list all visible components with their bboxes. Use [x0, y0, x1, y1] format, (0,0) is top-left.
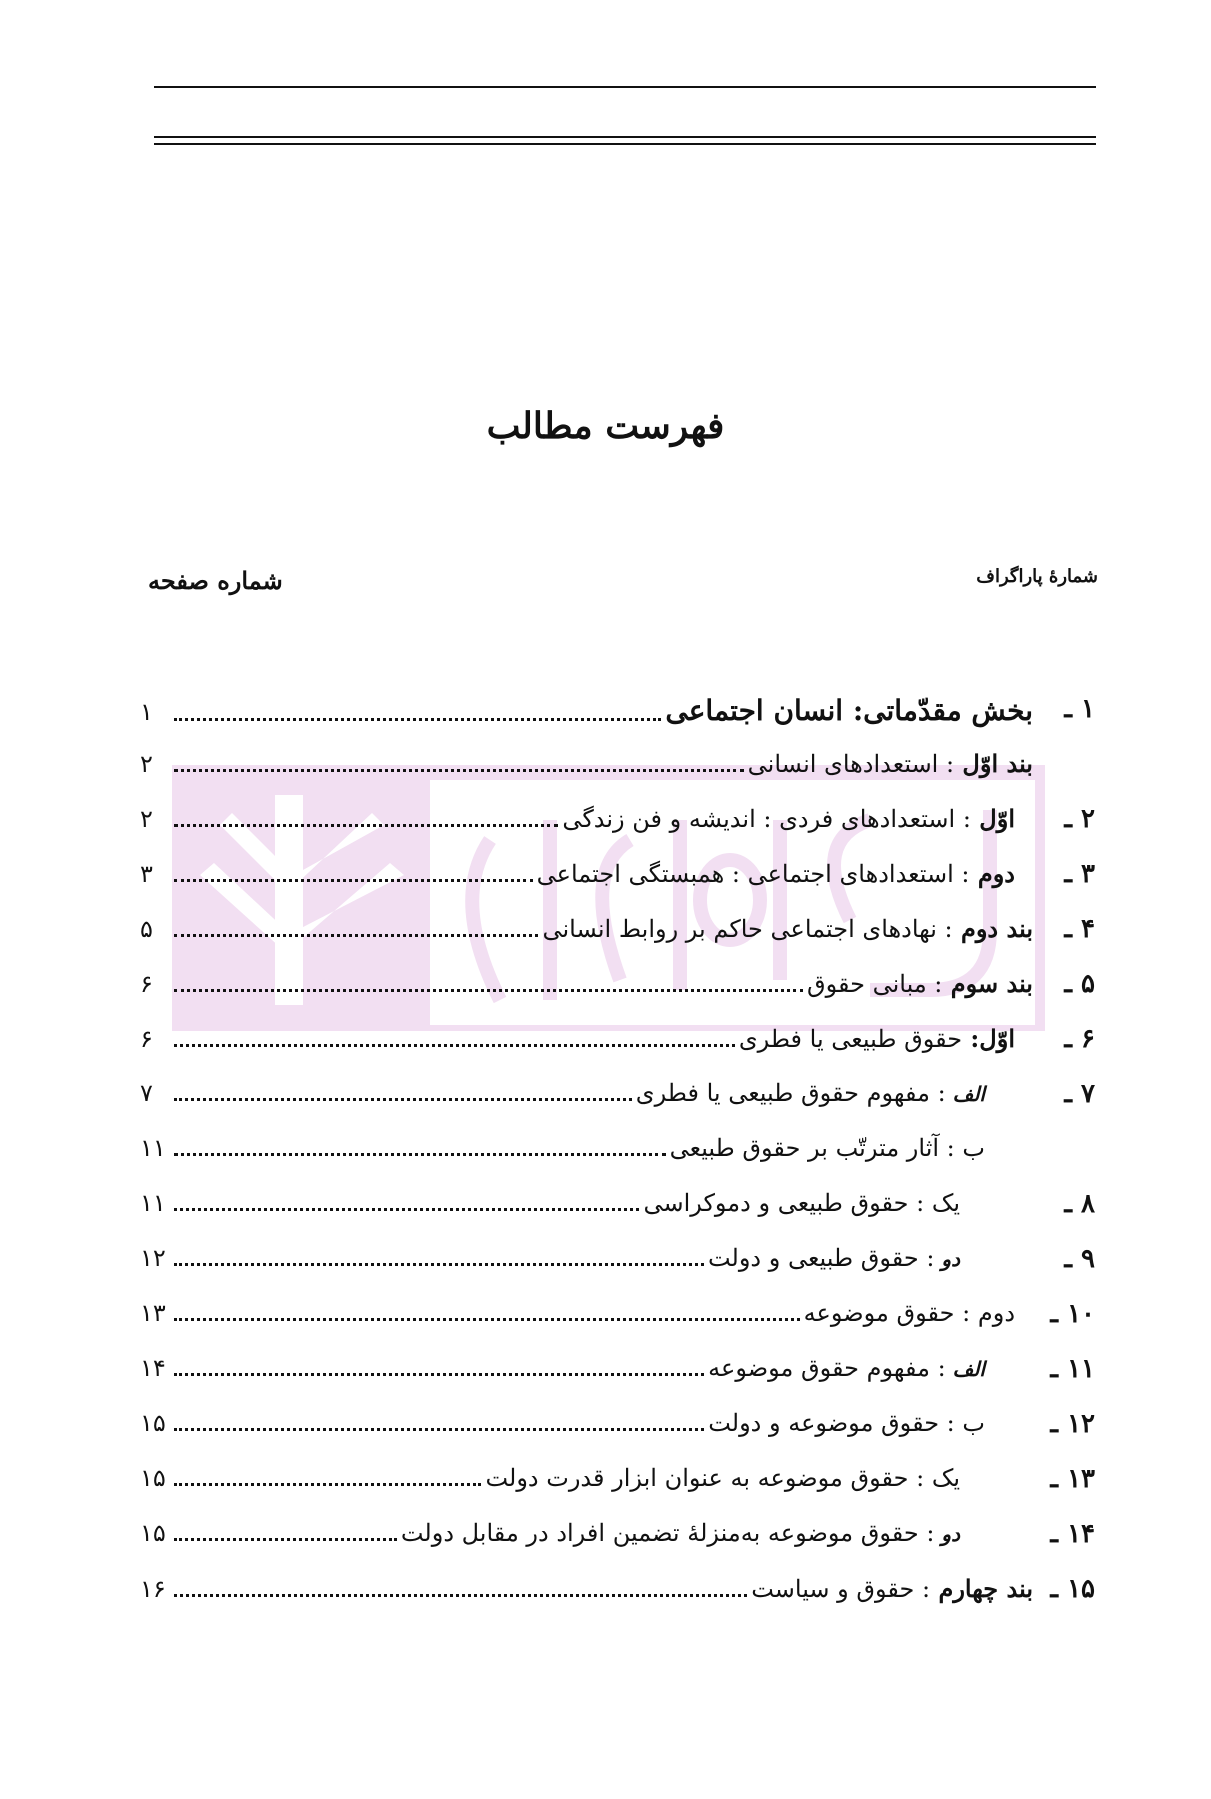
paragraph-number: ۱ ـ [1064, 694, 1095, 724]
dot-leader [174, 717, 661, 721]
entry-title [748, 749, 1033, 778]
paragraph-number: ۱۴ ـ [1050, 1519, 1095, 1549]
dot-leader [174, 1097, 632, 1101]
dot-leader [174, 768, 744, 772]
paragraph-number: ۶ ـ [1064, 1024, 1095, 1054]
toc-row[interactable] [140, 910, 1095, 965]
toc-entry [140, 1244, 960, 1272]
entry-text: : مفهوم حقوق موضوعه [708, 1354, 946, 1382]
toc-row[interactable] [140, 1570, 1095, 1625]
toc-row[interactable] [140, 800, 1095, 855]
paragraph-number: ۲ ـ [1064, 804, 1095, 834]
page-number: ۳ [140, 860, 153, 888]
page-number: ۱۱ [140, 1189, 166, 1217]
toc-entry [140, 804, 1015, 833]
paragraph-number-header: شمارهٔ پاراگراف [976, 566, 1098, 587]
entry-text: بخش مقدّماتی: انسان اجتماعی [665, 694, 1033, 727]
entry-title [537, 859, 1015, 888]
toc-row[interactable] [140, 855, 1095, 910]
page-number: ۱۲ [140, 1244, 166, 1272]
toc-row[interactable] [140, 1020, 1095, 1075]
dot-leader [174, 933, 538, 937]
dot-leader [174, 1043, 735, 1047]
dot-leader [174, 878, 533, 882]
paragraph-number: ۸ ـ [1064, 1189, 1095, 1219]
table-of-contents [140, 690, 1095, 1625]
entry-prefix: دوم [969, 859, 1015, 888]
double-rule-lower [154, 143, 1096, 145]
double-rule-upper [154, 136, 1096, 138]
paragraph-number: ۱۳ ـ [1050, 1464, 1095, 1494]
entry-text: : حقوق موضوعه به عنوان ابزار قدرت دولت [485, 1464, 925, 1492]
toc-entry [140, 749, 1033, 778]
page-title: فهرست مطالب [486, 405, 725, 447]
paragraph-number: ۹ ـ [1064, 1244, 1095, 1274]
entry-text: : مفهوم حقوق طبیعی یا فطری [635, 1079, 946, 1107]
toc-row[interactable] [140, 1075, 1095, 1130]
entry-text: : حقوق موضوعه و دولت [708, 1409, 955, 1437]
toc-entry [140, 694, 1033, 727]
toc-row[interactable] [140, 1515, 1095, 1570]
entry-text: : مبانی حقوق [806, 970, 943, 998]
page-number: ۱۶ [140, 1575, 166, 1603]
entry-prefix: اوّل [970, 804, 1015, 833]
entry-prefix: یک [924, 1464, 960, 1492]
page-number: ۲ [140, 750, 153, 778]
entry-prefix: ب [954, 1409, 985, 1437]
entry-prefix: الف [945, 1082, 985, 1106]
entry-prefix: بند سوم [942, 969, 1033, 998]
toc-row[interactable] [140, 745, 1095, 800]
entry-prefix: الف [945, 1357, 985, 1381]
entry-text: : حقوق و سیاست [751, 1575, 931, 1603]
paragraph-number: ۴ ـ [1064, 914, 1095, 944]
page-number: ۷ [140, 1079, 153, 1107]
entry-text: : حقوق موضوعه به‌منزلهٔ تضمین افراد در مقابل دولت [400, 1519, 935, 1547]
dot-leader [174, 1317, 800, 1321]
entry-text: حقوق طبیعی یا فطری [738, 1025, 963, 1053]
entry-title [751, 1574, 1033, 1603]
page-number: ۱۴ [140, 1354, 166, 1382]
entry-prefix: دوم [970, 1299, 1015, 1327]
toc-row[interactable] [140, 1295, 1095, 1350]
toc-entry [140, 914, 1033, 943]
entry-prefix: اوّل: [962, 1024, 1015, 1053]
dot-leader [174, 823, 558, 827]
toc-entry [140, 1134, 985, 1162]
toc-row[interactable] [140, 690, 1095, 745]
entry-text: : آثار مترتّب بر حقوق طبیعی [669, 1134, 955, 1162]
entry-title [401, 1519, 960, 1547]
entry-text: : استعدادهای اجتماعی : همبستگی اجتماعی [536, 860, 970, 888]
page-number: ۱۵ [140, 1409, 166, 1437]
entry-text: : حقوق موضوعه [803, 1299, 971, 1327]
paragraph-number: ۳ ـ [1064, 859, 1095, 889]
toc-entry [140, 1299, 1015, 1327]
toc-row[interactable] [140, 1130, 1095, 1185]
dot-leader [174, 1262, 704, 1266]
toc-row[interactable] [140, 1405, 1095, 1460]
entry-prefix: دو [934, 1522, 960, 1546]
entry-title [670, 1134, 985, 1162]
dot-leader [174, 1207, 639, 1211]
entry-title [542, 914, 1033, 943]
entry-text: : استعدادهای انسانی [747, 750, 955, 778]
page-number: ۱۵ [140, 1464, 166, 1492]
paragraph-number: ۱۰ ـ [1050, 1299, 1095, 1329]
toc-row[interactable] [140, 1460, 1095, 1515]
top-rule [154, 86, 1096, 88]
entry-text: : نهادهای اجتماعی حاکم بر روابط انسانی [542, 915, 953, 943]
page-number: ۶ [140, 970, 153, 998]
toc-entry [140, 1574, 1033, 1603]
toc-entry [140, 969, 1033, 998]
toc-row[interactable] [140, 1185, 1095, 1240]
dot-leader [174, 1372, 704, 1376]
toc-row[interactable] [140, 1240, 1095, 1295]
entry-prefix: بند اوّل [954, 749, 1033, 778]
toc-row[interactable] [140, 1350, 1095, 1405]
entry-title [636, 1079, 985, 1107]
entry-prefix: یک [924, 1189, 960, 1217]
dot-leader [174, 1593, 747, 1597]
entry-title [807, 969, 1033, 998]
entry-text: : حقوق طبیعی و دموکراسی [643, 1189, 925, 1217]
entry-title [485, 1464, 960, 1492]
toc-entry [140, 1409, 985, 1437]
dot-leader [174, 1152, 666, 1156]
toc-entry [140, 1079, 985, 1107]
page-number: ۱۵ [140, 1519, 166, 1547]
toc-entry [140, 1464, 960, 1492]
entry-title [739, 1024, 1015, 1053]
entry-title [665, 694, 1033, 727]
paragraph-number: ۷ ـ [1064, 1079, 1095, 1109]
page-number: ۶ [140, 1025, 153, 1053]
dot-leader [174, 1482, 481, 1486]
entry-title [708, 1354, 985, 1382]
entry-prefix: بند چهارم [930, 1574, 1033, 1603]
dot-leader [174, 1427, 704, 1431]
toc-row[interactable] [140, 965, 1095, 1020]
paragraph-number: ۱۲ ـ [1050, 1409, 1095, 1439]
entry-title [708, 1244, 960, 1272]
page-number-header: شماره صفحه [148, 566, 283, 595]
toc-entry [140, 1354, 985, 1382]
entry-title [708, 1409, 985, 1437]
entry-text: : استعدادهای فردی : اندیشه و فن زندگی [562, 805, 971, 833]
toc-entry [140, 1519, 960, 1547]
paragraph-number: ۵ ـ [1064, 969, 1095, 999]
entry-title [804, 1299, 1015, 1327]
entry-prefix: بند دوم [952, 914, 1033, 943]
entry-title [562, 804, 1015, 833]
paragraph-number: ۱۱ ـ [1050, 1354, 1095, 1384]
page-number: ۱ [140, 698, 153, 726]
entry-text: : حقوق طبیعی و دولت [707, 1244, 935, 1272]
entry-prefix: ب [954, 1134, 985, 1162]
toc-entry [140, 1024, 1015, 1053]
page-number: ۱۳ [140, 1299, 166, 1327]
toc-entry [140, 1189, 960, 1217]
toc-entry [140, 859, 1015, 888]
page-number: ۱۱ [140, 1134, 166, 1162]
entry-prefix: دو [934, 1247, 960, 1271]
paragraph-number: ۱۵ ـ [1050, 1574, 1095, 1604]
entry-title [643, 1189, 960, 1217]
dot-leader [174, 988, 803, 992]
page-number: ۵ [140, 915, 153, 943]
page-number: ۲ [140, 805, 153, 833]
dot-leader [174, 1537, 397, 1541]
